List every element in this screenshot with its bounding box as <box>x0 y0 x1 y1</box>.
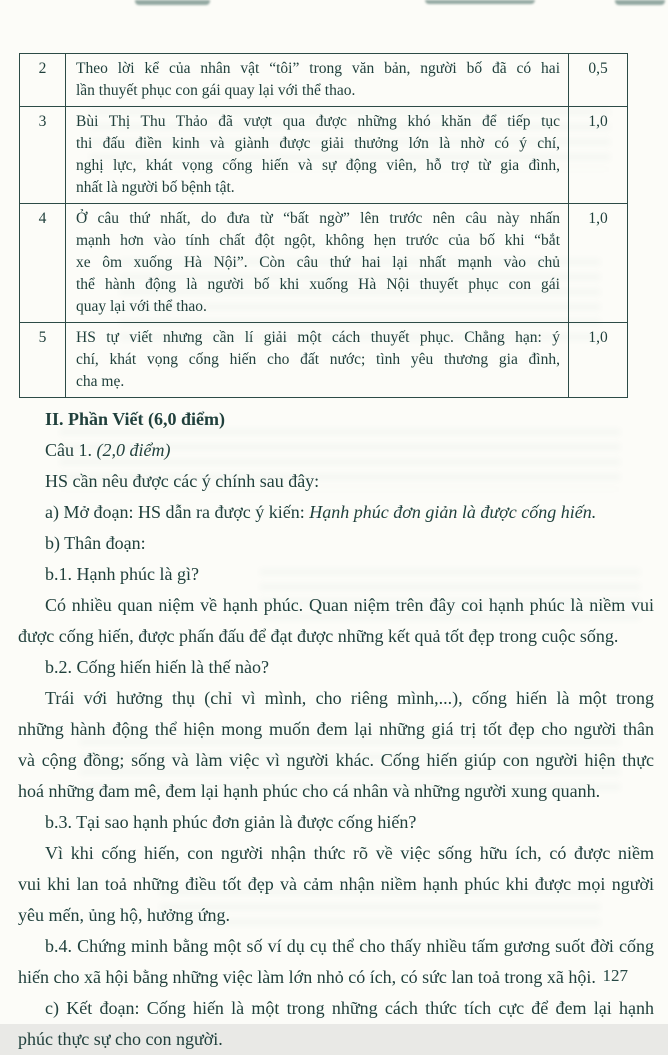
answer-line: nhất là người bố bệnh tật. <box>76 179 235 196</box>
body-block <box>18 466 654 497</box>
answer-line: Theo lời kể của nhân vật “tôi” trong văn bản, người bố đã có hai <box>76 60 560 77</box>
body-line <box>18 683 654 714</box>
answer-text-cell <box>66 54 568 106</box>
score-cell: 1,0 <box>568 204 627 322</box>
body-block <box>18 435 654 466</box>
question-number-cell: 2 <box>20 54 66 106</box>
body-line <box>18 776 654 807</box>
answer-text-cell <box>66 323 568 397</box>
text-segment: yêu mến, ủng hộ, hưởng ứng. <box>18 905 231 925</box>
grading-rubric-table <box>19 53 628 398</box>
body-line <box>18 931 654 962</box>
body-block <box>18 931 654 993</box>
answer-line: xe ôm xuống Hà Nội”. Còn câu thứ hai lại nhất mạnh vào chủ <box>76 254 560 271</box>
answer-line: lần thuyết phục con gái quay lại với thể thao. <box>76 82 356 99</box>
text-segment: b) Thân đoạn: <box>45 533 146 553</box>
body-line <box>18 993 654 1024</box>
answer-text-cell <box>66 204 568 322</box>
body-line <box>18 869 654 900</box>
answer-line: quay lại với thể thao. <box>76 298 207 315</box>
text-segment: II. Phần Viết (6,0 điểm) <box>45 409 225 429</box>
answer-line: Ở câu thứ nhất, do đưa từ “bất ngờ” lên trước nên câu này nhấn <box>76 210 560 227</box>
answer-line: nghị lực, khát vọng cống hiến và sự động viên, hỗ trợ từ gia đình, <box>76 157 560 174</box>
body-block <box>18 528 654 559</box>
body-line <box>18 900 654 931</box>
question-number-cell: 3 <box>20 107 66 203</box>
text-segment: Trái với hưởng thụ (chỉ vì mình, cho riêng mình,...), cống hiến là một trong <box>45 688 654 708</box>
answer-line: thi đấu điền kinh và giành được giải thưởng lớn là nhờ có ý chí, <box>76 135 560 152</box>
question-number-cell: 5 <box>20 323 66 397</box>
answer-line: cha mẹ. <box>76 373 125 390</box>
page-number: 127 <box>602 966 628 985</box>
italic-text-segment: (2,0 điểm) <box>96 440 171 460</box>
answer-line: thể hành động là người bố khi xuống Hà Nội thuyết phục con gái <box>76 276 560 293</box>
scan-edge-mark <box>615 0 665 5</box>
text-segment: a) Mở đoạn: HS dẫn ra được ý kiến: <box>45 502 310 522</box>
body-block <box>18 993 654 1055</box>
body-block <box>18 807 654 838</box>
score-cell: 1,0 <box>568 107 627 203</box>
body-block <box>18 838 654 931</box>
table-row <box>20 106 627 203</box>
body-line <box>18 962 654 993</box>
body-line <box>18 807 654 838</box>
question-number-cell: 4 <box>20 204 66 322</box>
body-line <box>18 652 654 683</box>
text-segment: vui khi lan toả những điều tốt đẹp và cảm nhận niềm hạnh phúc khi được mọi người <box>18 874 654 894</box>
table-row <box>20 322 627 397</box>
answer-key-body <box>18 404 654 1055</box>
body-line <box>18 745 654 776</box>
body-block <box>18 590 654 652</box>
body-line <box>18 497 654 528</box>
text-segment: b.4. Chứng minh bằng một số ví dụ cụ thể cho thấy nhiều tấm gương suốt đời cống <box>45 936 654 956</box>
body-line <box>18 621 654 652</box>
italic-text-segment: Hạnh phúc đơn giản là được cống hiến. <box>309 502 597 522</box>
body-line <box>18 435 654 466</box>
text-segment: b.2. Cống hiến hiến là thế nào? <box>45 657 269 677</box>
body-line <box>18 1024 654 1055</box>
text-segment: những hành động thể hiện mong muốn đem lại những giá trị tốt đẹp cho người thân <box>18 719 654 739</box>
text-segment: c) Kết đoạn: Cống hiến là một trong những cách thức tích cực để đem lại hạnh <box>45 998 654 1018</box>
answer-line: HS tự viết nhưng cần lí giải một cách thuyết phục. Chẳng hạn: ý <box>76 329 560 346</box>
body-line <box>18 590 654 621</box>
answer-line: mạnh hơn vào tính chất đột ngột, không hẹn trước của bố khi “bắt <box>76 232 560 249</box>
answer-line: chí, khát vọng cống hiến cho đất nước; tình yêu thương gia đình, <box>76 351 560 368</box>
text-segment: được cống hiến, được phấn đấu để đạt được những kết quả tốt đẹp trong cuộc sống. <box>18 626 619 646</box>
body-line <box>18 466 654 497</box>
body-block <box>18 652 654 683</box>
body-block <box>18 559 654 590</box>
text-segment: hiến cho xã hội bằng những việc làm lớn nhỏ có ích, có sức lan toả trong xã hội. <box>18 967 596 987</box>
text-segment: phúc thực sự cho con người. <box>18 1029 223 1049</box>
answer-line: Bùi Thị Thu Thảo đã vượt qua được những khó khăn để tiếp tục <box>76 113 560 130</box>
body-line <box>18 404 654 435</box>
answer-text-cell <box>66 107 568 203</box>
text-segment: Có nhiều quan niệm về hạnh phúc. Quan niệm trên đây coi hạnh phúc là niềm vui <box>45 595 654 615</box>
body-line <box>18 528 654 559</box>
text-segment: và cộng đồng; sống và làm việc vì người khác. Cống hiến giúp con người hiện thực <box>18 750 654 770</box>
text-segment: b.3. Tại sao hạnh phúc đơn giản là được cống hiến? <box>45 812 417 832</box>
body-block <box>18 497 654 528</box>
score-cell: 0,5 <box>568 54 627 106</box>
text-segment: hoá những đam mê, đem lại hạnh phúc cho cá nhân và những người xung quanh. <box>18 781 601 801</box>
table-row <box>20 203 627 322</box>
body-line <box>18 559 654 590</box>
text-segment: HS cần nêu được các ý chính sau đây: <box>45 471 320 491</box>
text-segment: Câu 1. <box>45 440 97 460</box>
table-row <box>20 54 627 106</box>
body-line <box>18 714 654 745</box>
body-block <box>18 683 654 807</box>
scan-edge-mark <box>425 0 535 4</box>
text-segment: b.1. Hạnh phúc là gì? <box>45 564 199 584</box>
body-line <box>18 838 654 869</box>
score-cell: 1,0 <box>568 323 627 397</box>
section-heading <box>18 404 654 435</box>
scan-edge-mark <box>135 0 210 5</box>
text-segment: Vì khi cống hiến, con người nhận thức rõ về việc sống hữu ích, có được niềm <box>45 843 654 863</box>
